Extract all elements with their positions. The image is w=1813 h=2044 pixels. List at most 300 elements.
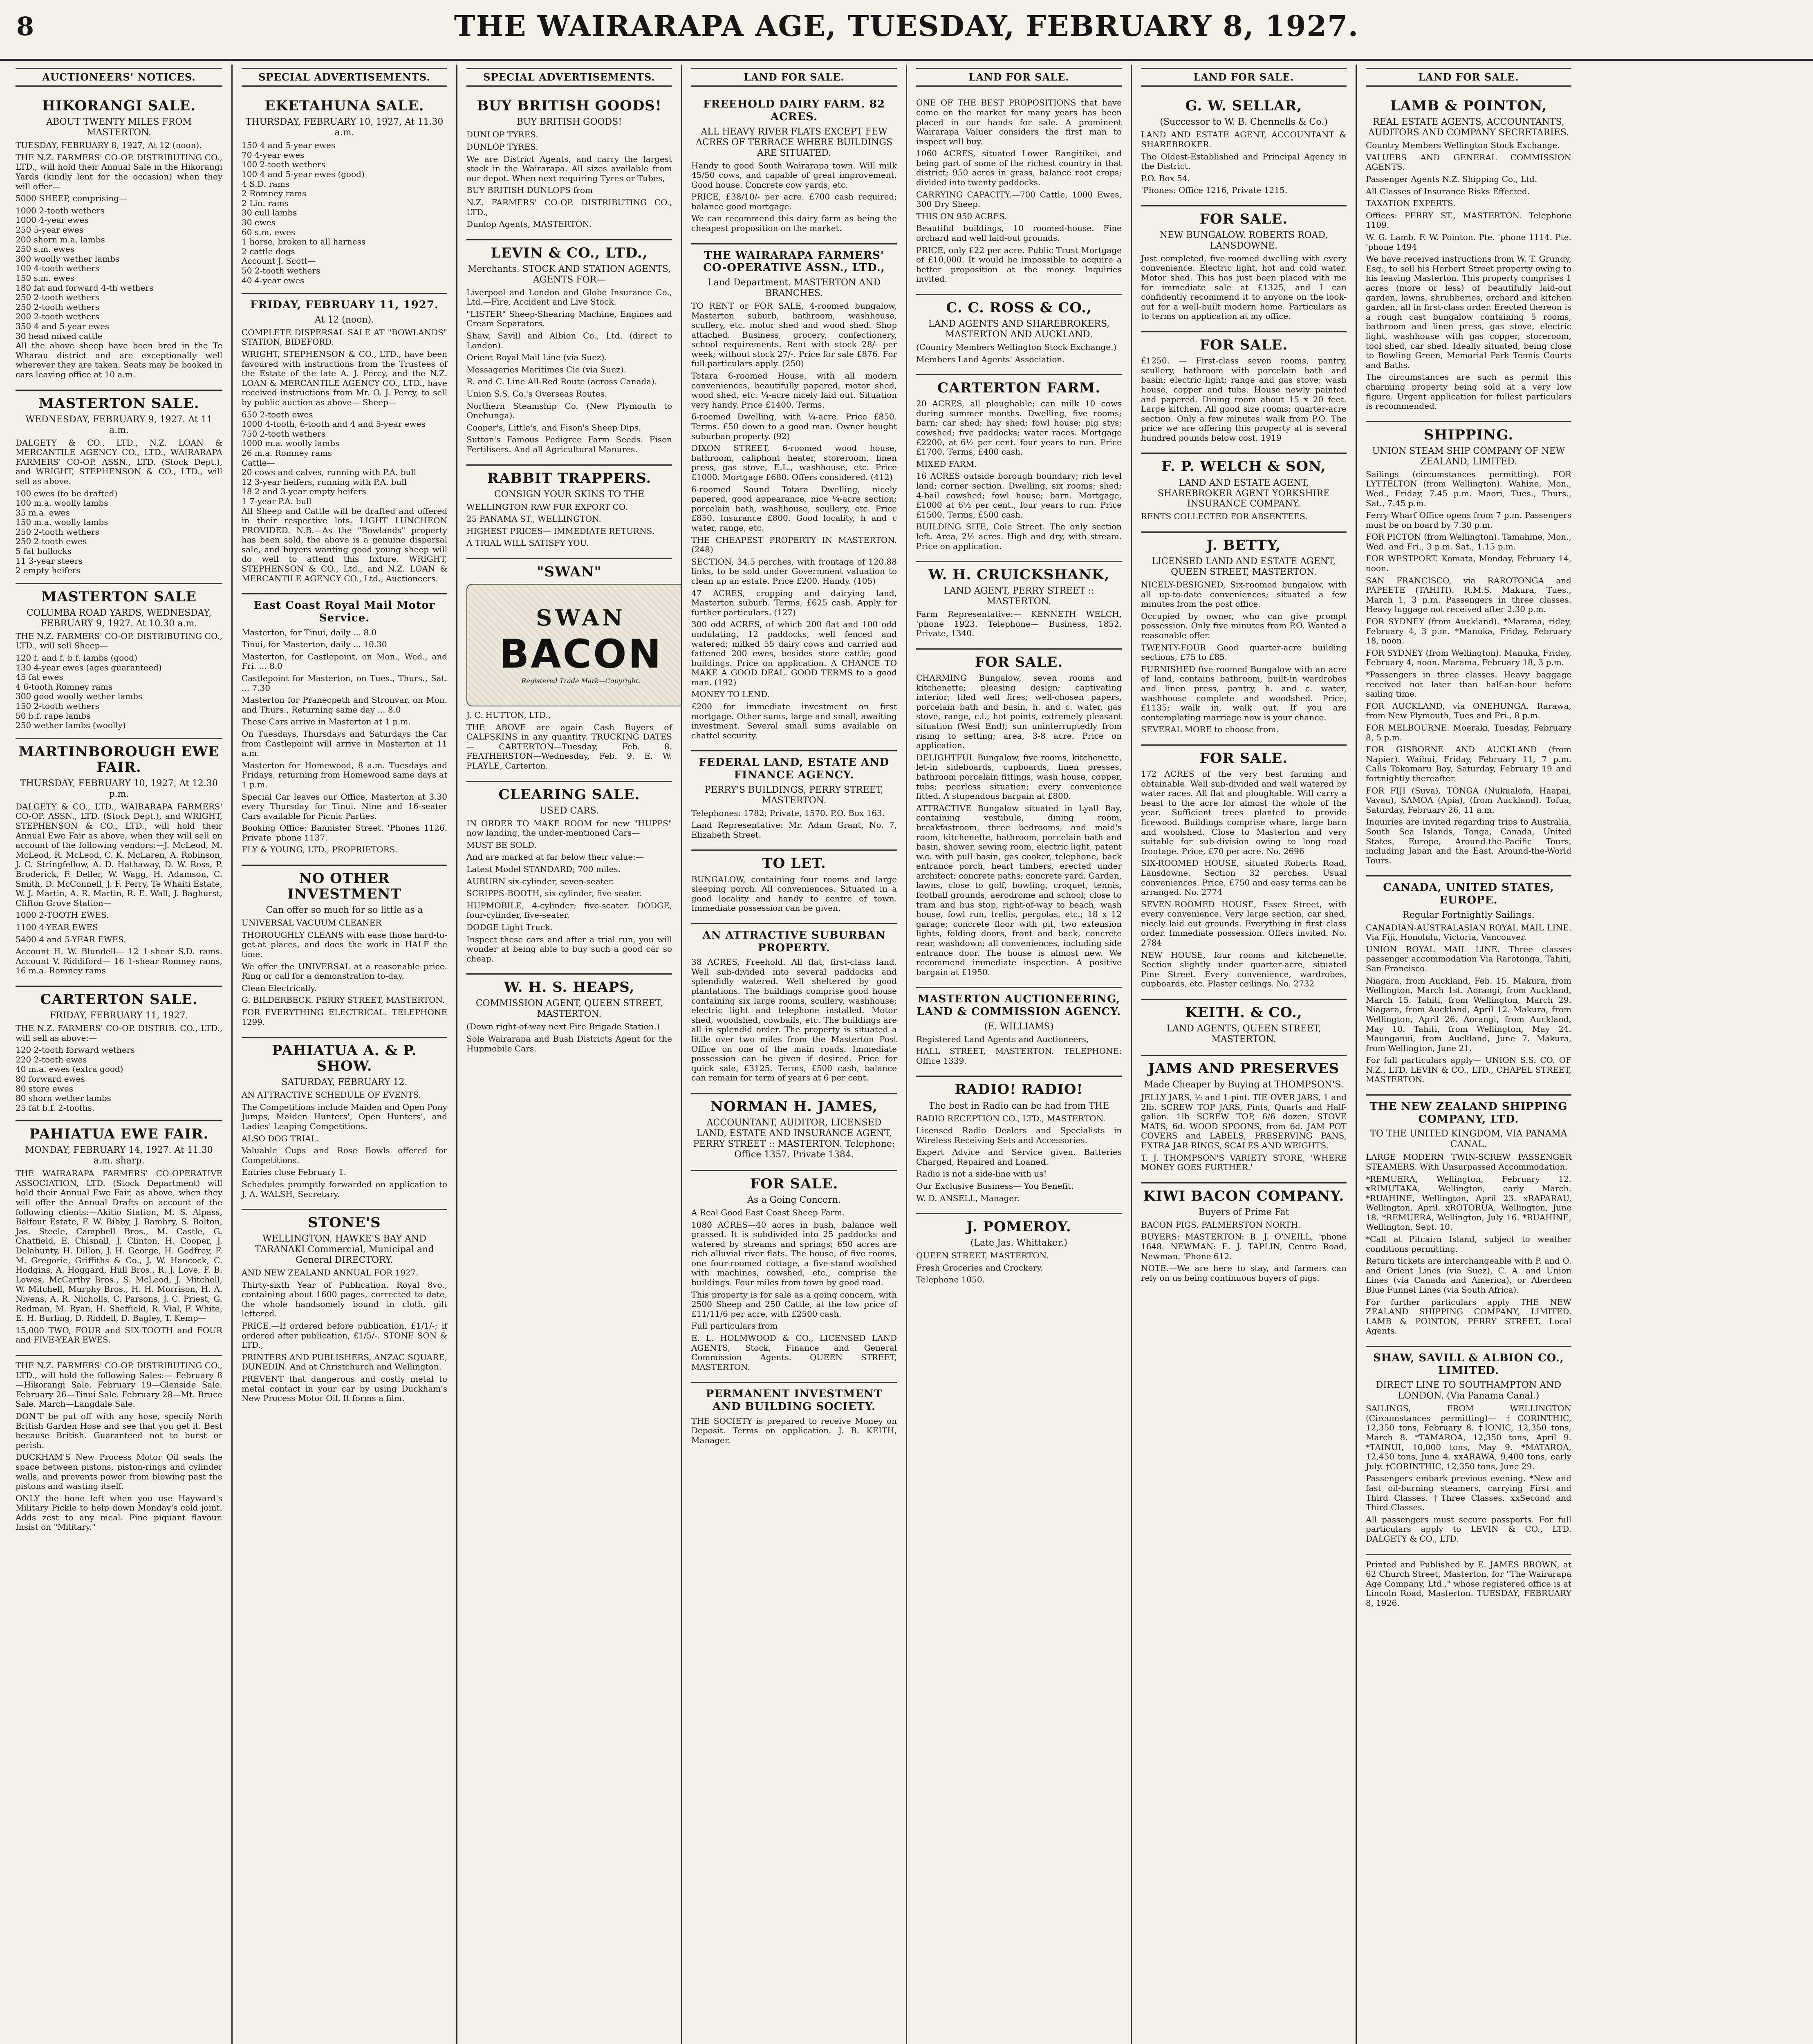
ad-subtitle: SATURDAY, FEBRUARY 12. bbox=[281, 1077, 408, 1088]
advertisement bbox=[916, 93, 1122, 295]
stock-list-item: 250 2-tooth wethers bbox=[16, 292, 99, 303]
ad-paragraph: We can recommend this dairy farm as being the cheapest proposition on the market. bbox=[691, 213, 897, 233]
column-4 bbox=[681, 65, 906, 2044]
ad-title: FOR SALE. bbox=[975, 654, 1063, 670]
ad-subtitle: ALL HEAVY RIVER FLATS EXCEPT FEW ACRES OF TERRACE WHERE BUILDINGS ARE SITUATED. bbox=[695, 126, 893, 158]
stock-list-item: 1 horse, broken to all harness bbox=[242, 237, 366, 247]
advertisement bbox=[1141, 93, 1347, 206]
ad-closing: All Sheep and Cattle will be drafted and offered in their respective lots. LIGHT LUNCHEON PROVIDED. N.B.—As the "Bowlands" property has been sold, the above is a genuine dispersal sale, and buyers wanting good young sheep will do well to attend this fixture. WRIGHT, STEPHENSON & CO., Ltd., and N.Z. LOAN & MERCANTILE AGENCY CO., Ltd., Auctioneers. bbox=[242, 506, 447, 583]
page-columns bbox=[7, 65, 1805, 2044]
ad-subtitle: TO THE UNITED KINGDOM, VIA PANAMA CANAL. bbox=[1370, 1129, 1567, 1150]
ad-subtitle: LAND AGENTS AND SHAREBROKERS, MASTERTON AND AUCKLAND. bbox=[928, 319, 1110, 340]
ad-subtitle: LICENSED LAND AND ESTATE AGENT, QUEEN STREET, MASTERTON. bbox=[1152, 556, 1336, 578]
ad-paragraph: Just completed, five-roomed dwelling with every convenience. Electric light, hot and cold water. Motor shed. This has just been placed with me for immediate sale at £1325, and I can confidently recommend it to anyone on the look-out for a well-built modern home. Particulars as to terms on application at my office. bbox=[1141, 253, 1347, 321]
ad-paragraph: Sutton's Famous Pedigree Farm Seeds. Fison Fertilisers. And all Agricultural Manures. bbox=[466, 435, 672, 454]
ad-paragraph: 'Phones: Office 1216, Private 1215. bbox=[1141, 185, 1288, 195]
ad-paragraph: Tinui, for Masterton, daily ... 10.30 bbox=[242, 639, 387, 650]
ad-paragraph: JELLY JARS, ½ and 1-pint. TIE-OVER JARS, 1 and 2lb. SCREW TOP JARS, Pints, Quarts and Half-gallon. 1lb SCREW TOP, 6/6 dozen. STOVE MATS, 6d. WOOD SPOONS, from 6d. JAM POT COVERS and LABELS, PRESERVING PANS, EXTRA JAR RINGS, SCALES AND WEIGHTS. bbox=[1141, 1092, 1347, 1151]
ad-title: HIKORANGI SALE. bbox=[42, 98, 196, 114]
ad-closing: All the above sheep have been bred in the Te Wharau district and are exceptionally well wherever they are taken. Seats may be booked in cars leaving office at 10 a.m. bbox=[16, 341, 222, 379]
ad-paragraph: THE N.Z. FARMERS' CO-OP. DISTRIBUTING CO., LTD., will hold their Annual Sale in the Hikorangi Yards (kindly lent for the occasion) when they will offer— bbox=[16, 152, 222, 191]
ad-paragraph: THE SOCIETY is prepared to receive Money on Deposit. Terms on application. J. B. KEITH, Manager. bbox=[691, 1416, 897, 1445]
ad-paragraph: W. G. Lamb. F. W. Pointon. Pte. 'phone 1114. Pte. 'phone 1494 bbox=[1366, 232, 1571, 252]
ad-paragraph: W. D. ANSELL, Manager. bbox=[916, 1193, 1020, 1203]
advertisement bbox=[466, 93, 672, 240]
stock-list bbox=[16, 1045, 222, 1113]
ad-paragraph: These Cars arrive in Masterton at 1 p.m. bbox=[242, 717, 411, 727]
ad-title: J. POMEROY. bbox=[966, 1219, 1071, 1235]
ad-paragraph: P.O. Box 54. bbox=[1141, 173, 1190, 183]
ad-subtitle: THURSDAY, FEBRUARY 10, 1927, At 11.30 a.m. bbox=[245, 117, 444, 138]
ad-title: SHAW, SAVILL & ALBION CO., LIMITED. bbox=[1373, 1352, 1564, 1377]
ad-paragraph: AUBURN six-cylinder, seven-seater. bbox=[466, 876, 614, 886]
advertisement bbox=[466, 240, 672, 466]
stock-list-item: 26 m.a. Romney rams bbox=[242, 448, 332, 458]
stock-list bbox=[242, 141, 447, 285]
ad-paragraph: £200 for immediate investment on first mortgage. Other sums, large and small, awaiting investment. Several small sums available on chattel security. bbox=[691, 702, 897, 740]
ad-paragraph: 15,000 TWO, FOUR and SIX-TOOTH and FOUR and FIVE-YEAR EWES. bbox=[16, 1325, 222, 1345]
stock-list-item: 200 2-tooth wethers bbox=[16, 312, 99, 322]
ad-paragraph: HUPMOBILE, 4-cylinder; five-seater. DODGE, four-cylinder, five-seater. bbox=[466, 900, 672, 920]
stock-list-item: 30 head mixed cattle bbox=[16, 331, 103, 341]
ad-paragraph: Radio is not a side-line with us! bbox=[916, 1169, 1047, 1179]
ad-paragraph: Passenger Agents N.Z. Shipping Co., Ltd. bbox=[1366, 174, 1537, 184]
ad-paragraph: AN ATTRACTIVE SCHEDULE OF EVENTS. bbox=[242, 1090, 421, 1100]
stock-list-item: 11 3-year steers bbox=[16, 556, 83, 566]
stock-list-item: 20 cows and calves, running with P.A. bull bbox=[242, 467, 417, 477]
ad-paragraph: Country Members Wellington Stock Exchange. bbox=[1366, 140, 1560, 150]
ad-paragraph: ALSO DOG TRIAL. bbox=[242, 1133, 319, 1143]
ad-paragraph: *Call at Pitcairn Island, subject to weather conditions permitting. bbox=[1366, 1234, 1571, 1254]
ad-paragraph: SAN FRANCISCO, via RAROTONGA and PAPEETE (TAHITI). R.M.S. Makura, Tues., March 1, 3 p.m. Passengers in three classes. Heavy luggage not received after 2.30 p.m. bbox=[1366, 575, 1571, 614]
ad-subtitle: (Late Jas. Whittaker.) bbox=[970, 1238, 1067, 1248]
stock-list-item: 1000 4-tooth, 6-tooth and 4 and 5-year ewes bbox=[242, 419, 426, 429]
stock-list-item: 750 2-tooth wethers bbox=[242, 428, 325, 439]
ad-paragraph: HIGHEST PRICES— IMMEDIATE RETURNS. bbox=[466, 526, 654, 536]
advertisement bbox=[1366, 1555, 1571, 1618]
ad-paragraph: Farm Representative:— KENNETH WELCH, 'phone 1923. Telephone— Business, 1852. Private, 1340. bbox=[916, 609, 1122, 639]
stock-list-item: 45 fat ewes bbox=[16, 672, 63, 682]
ad-paragraph: BUNGALOW, containing four rooms and large sleeping porch. All conveniences. Situated in a good locality and handy to centre of town. Immediate possession can be given. bbox=[691, 874, 897, 913]
trademark-note: Registered Trade Mark—Copyright. bbox=[521, 677, 641, 685]
stock-list bbox=[242, 410, 447, 507]
ad-paragraph: SCRIPPS-BOOTH, six-cylinder, five-seater. bbox=[466, 888, 642, 899]
stock-list-item: 2 empty heifers bbox=[16, 565, 81, 576]
page-number: 8 bbox=[16, 11, 34, 41]
ad-paragraph: ATTRACTIVE Bungalow situated in Lyall Bay, containing vestibule, dining room, breakfastroom, three bedrooms, and maid's room, kitchenette, bathroom, porcelain bath and basin, shower, sewing room, electric light, patent w.c. with pull basin, gas cooker, telephone, back entrance porch, heart timbers, erected under architect; concrete paths; concrete yard. Garden, lawns, close to golf, bowling, croquet, tennis, football grounds, aerodrome and school; close to tram and bus stop, right-of-way to beach, wash house, fowl run, trellis, pergolas, etc.; 18 x 12 garage; concrete floor with pit, two extension lights, folding doors, front and back, concrete rear, washdown; all conveniences, including side entrance door. The house is almost new. We recommend immediate inspection. A positive bargain at £1950. bbox=[916, 803, 1122, 977]
ad-paragraph: (Country Members Wellington Stock Exchange.) bbox=[916, 342, 1117, 352]
ad-title: MARTINBOROUGH EWE FAIR. bbox=[18, 743, 220, 775]
ad-paragraph: FOR SYDNEY (from Wellington). Manuka, Friday, February 4, noon. Marama, February 18, 3 p.m. bbox=[1366, 648, 1571, 668]
ad-title: CARTERTON SALE. bbox=[40, 991, 198, 1008]
advertisement bbox=[16, 391, 222, 584]
stock-list-item: 300 good woolly wether lambs bbox=[16, 691, 143, 702]
ad-paragraph: ONLY the bone left when you use Hayward's Military Pickle to help down Monday's cold joint. Adds zest to any meal. Fine piquant flavour. Insist on "Military." bbox=[16, 1493, 222, 1532]
ad-subtitle: Buyers of Prime Fat bbox=[1198, 1207, 1289, 1217]
stock-list-item: 80 store ewes bbox=[16, 1083, 73, 1094]
ad-title: RABBIT TRAPPERS. bbox=[487, 470, 652, 486]
advertisement bbox=[1141, 533, 1347, 746]
ad-title: THE NEW ZEALAND SHIPPING COMPANY, LTD. bbox=[1369, 1100, 1568, 1125]
ad-paragraph: The circumstances are such as permit this charming property being sold at a very low figure. Urgent application for fullest particulars is recommended. bbox=[1366, 372, 1571, 411]
stock-list-item: 50 2-tooth wethers bbox=[242, 266, 320, 276]
ad-paragraph: BUILDING SITE, Cole Street. The only section left. Area, 2½ acres. High and dry, with stream. Price on application. bbox=[916, 522, 1122, 551]
ad-paragraph: NICELY-DESIGNED, Six-roomed bungalow, with all up-to-date conveniences; situated a few minutes from the post office. bbox=[1141, 579, 1347, 609]
ad-paragraph: Masterton, for Tinui, daily ... 8.0 bbox=[242, 627, 377, 637]
ad-subtitle: BUY BRITISH GOODS! bbox=[516, 117, 622, 128]
ad-paragraph: All passengers must secure passports. For full particulars apply to LEVIN & CO., LTD. DALGETY & CO., LTD. bbox=[1366, 1514, 1571, 1544]
ad-paragraph: Castlepoint for Masterton, on Tues., Thurs., Sat. ... 7.30 bbox=[242, 673, 447, 693]
ad-title: AN ATTRACTIVE SUBURBAN PROPERTY. bbox=[702, 929, 886, 954]
ad-paragraph: Orient Royal Mail Line (via Suez). bbox=[466, 352, 607, 363]
stock-list-item: 70 4-year ewes bbox=[242, 150, 305, 160]
ad-title: East Coast Royal Mail Motor Service. bbox=[253, 599, 435, 624]
ad-paragraph: CANADIAN-AUSTRALASIAN ROYAL MAIL LINE. Via Fiji, Honolulu, Victoria, Vancouver. bbox=[1366, 922, 1571, 942]
ad-title: NORMAN H. JAMES, bbox=[710, 1098, 878, 1115]
stock-list-item: 2 cattle dogs bbox=[242, 246, 295, 256]
stock-list-item: 1 7-year P.A. bull bbox=[242, 496, 312, 506]
ad-title: MASTERTON SALE bbox=[41, 588, 197, 605]
ad-paragraph: 6-roomed Sound Totara Dwelling, nicely papered, good appearance, nice ¼-acre section; porcelain bath, washhouse, scullery, etc. Price £850. Insurance £800. Good locality, h and c water, range, etc. bbox=[691, 484, 897, 533]
advertisement bbox=[16, 987, 222, 1121]
ad-paragraph: Masterton for Pranecpeth and Stronvar, on Mon. and Thurs., Returning same day ... 8.0 bbox=[242, 695, 447, 715]
stock-list-item: 100 4-tooth wethers bbox=[16, 263, 99, 273]
ad-paragraph: PREVENT that dangerous and costly metal to metal contact in your car by using Duckham's New Process Motor Oil. It forms a film. bbox=[242, 1374, 447, 1403]
ad-paragraph: Valuable Cups and Rose Bowls offered for Competitions. bbox=[242, 1145, 447, 1165]
ad-subtitle: COMMISSION AGENT, QUEEN STREET, MASTERTON. bbox=[475, 998, 663, 1020]
ad-paragraph: A Real Good East Coast Sheep Farm. bbox=[691, 1207, 845, 1217]
advertisement bbox=[1141, 454, 1347, 533]
ad-subtitle: CONSIGN YOUR SKINS TO THE bbox=[494, 489, 645, 500]
ad-paragraph: FURNISHED five-roomed Bungalow with an acre of land, contains bathroom, built-in wardrobes and linen press, pantry, h. and c. water, washhouse complete and woodshed. Price, £1135; walk in, walk out. If you are contemplating marriage now is your chance. bbox=[1141, 664, 1347, 722]
ad-title: CLEARING SALE. bbox=[498, 786, 640, 803]
ad-paragraph: Schedules promptly forwarded on application to J. A. WALSH, Secretary. bbox=[242, 1179, 447, 1199]
advertisement bbox=[242, 866, 447, 1038]
ad-title: EKETAHUNA SALE. bbox=[264, 98, 424, 114]
ad-paragraph: QUEEN STREET, MASTERTON. bbox=[916, 1251, 1049, 1261]
stock-list-item: 650 2-tooth ewes bbox=[242, 409, 313, 419]
swan-bacon-logo bbox=[466, 584, 681, 706]
ad-title: FOR SALE. bbox=[1199, 211, 1288, 227]
ad-paragraph: ONE OF THE BEST PROPOSITIONS that have come on the market for many years has been placed in our hands for sale. A prominent Wairarapa Valuer considers the first man to inspect will buy. bbox=[916, 98, 1122, 146]
ad-title: J. BETTY, bbox=[1206, 537, 1281, 554]
stock-list-item: 120 f. and f. b.f. lambs (good) bbox=[16, 653, 137, 663]
ad-paragraph: VALUERS AND GENERAL COMMISSION AGENTS. bbox=[1366, 152, 1571, 172]
ad-paragraph: 6-roomed Dwelling, with ¼-acre. Price £850. Terms. £50 down to a good man. Owner bought suburban property. (92) bbox=[691, 412, 897, 441]
advertisement bbox=[1366, 1347, 1571, 1555]
ad-paragraph: Latest Model STANDARD; 700 miles. bbox=[466, 864, 621, 874]
ad-paragraph: THE N.Z. FARMERS' CO-OP. DISTRIB. CO., LTD., will sell as above:— bbox=[16, 1023, 222, 1043]
ad-paragraph: R. and C. Line All-Red Route (across Canada). bbox=[466, 377, 657, 387]
stock-list-item: 1000 m.a. woolly lambs bbox=[242, 438, 340, 448]
ad-paragraph: FOR PICTON (from Wellington). Tamahine, Mon., Wed. and Fri., 3 p.m. Sat., 1.15 p.m. bbox=[1366, 532, 1571, 551]
ad-paragraph: DALGETY & CO., LTD., WAIRARAPA FARMERS' CO-OP. ASSN., LTD. (Stock Dept.), and WRIGHT, STEPHENSON & CO., LTD., will hold their Annual Ewe Fair as above, when they will sell on account of the following vendors:—J. McLeod, M. McLeod, R. McLeod, C. K. McLaren, A. Robinson, J. C. Stringfellow, A. D. Hathaway, D. W. Ross, P. Broderick, F. Deller, W. Wagg, H. Adamson, C. Smith, D. McConnell, J. F. Perry, Te Whaiti Estate, W. J. Martin, A. R. Martin, R. E. Wall, J. Baghurst, Clifton Grove Station— bbox=[16, 801, 222, 908]
advertisement bbox=[916, 295, 1122, 375]
ad-paragraph: FOR FIJI (Suva), TONGA (Nukualofa, Haapai, Vavau), SAMOA (Apia), (from Auckland). Tofua, Saturday, February 26, 11 a.m. bbox=[1366, 785, 1571, 815]
stock-list-item: 300 woolly wether lambs bbox=[16, 253, 120, 264]
ad-title: MASTERTON SALE. bbox=[38, 395, 199, 412]
stock-list-item: 100 m.a. woolly lambs bbox=[16, 498, 108, 508]
ad-paragraph: LARGE MODERN TWIN-SCREW PASSENGER STEAMERS. With Unsurpassed Accommodation. bbox=[1366, 1152, 1571, 1172]
stock-list-item: 35 m.a. ewes bbox=[16, 507, 70, 518]
ad-paragraph: *Passengers in three classes. Heavy baggage received not later than half-an-hour before sailing time. bbox=[1366, 670, 1571, 699]
advertisement bbox=[1366, 422, 1571, 877]
ad-subtitle: Land Department. MASTERTON AND BRANCHES. bbox=[707, 278, 881, 298]
advertisement bbox=[16, 93, 222, 390]
advertisement bbox=[916, 375, 1122, 562]
advertisement bbox=[466, 559, 672, 782]
ad-paragraph: Printed and Published by E. JAMES BROWN, at 62 Church Street, Masterton, for "The Wairarapa Age Company, Ltd.," whose registered office is at Lincoln Road, Masterton. TUESDAY, FEBRUARY 8, 1926. bbox=[1366, 1559, 1571, 1608]
ad-subtitle: REAL ESTATE AGENTS, ACCOUNTANTS, AUDITORS AND COMPANY SECRETARIES. bbox=[1368, 117, 1569, 138]
ad-paragraph: Licensed Radio Dealers and Specialists in Wireless Receiving Sets and Accessories. bbox=[916, 1125, 1122, 1145]
ad-title: FRIDAY, FEBRUARY 11, 1927. bbox=[250, 299, 439, 312]
ad-paragraph: 300 odd ACRES, of which 200 flat and 100 odd undulating, 12 paddocks, well fenced and watered; milked 55 dairy cows and carried and fattened 200 ewes, besides store cattle; good buildings. Price on application. A CHANCE TO MAKE A GOOD DEAL. GOOD TERMS to a good man. (192) bbox=[691, 619, 897, 687]
ad-subtitle: The best in Radio can be had from THE bbox=[928, 1100, 1109, 1111]
ad-subtitle: (Successor to W. B. Chennells & Co.) bbox=[1160, 117, 1328, 128]
stock-list-item: 100 ewes (to be drafted) bbox=[16, 488, 118, 498]
ad-paragraph: Land Representative: Mr. Adam Grant, No. 7, Elizabeth Street. bbox=[691, 820, 897, 840]
ad-closing: FLY & YOUNG, LTD., PROPRIETORS. bbox=[242, 845, 397, 855]
advertisement bbox=[916, 1077, 1122, 1214]
ad-paragraph: FOR SYDNEY (from Auckland). *Marama, riday, February 4, 3 p.m. *Manuka, Friday, February 18, noon. bbox=[1366, 616, 1571, 646]
ad-paragraph: NOTE.—We are here to stay, and farmers can rely on us being continuous buyers of pigs. bbox=[1141, 1263, 1347, 1283]
ad-paragraph: 1080 ACRES—40 acres in bush, balance well grassed. It is subdivided into 25 paddocks and watered by streams and springs; 650 acres are rich alluvial river flats. The house, of five rooms, one four-roomed cottage, a five-stand woolshed with machines, cowshed, etc., comprise the buildings. Four miles from town by good road. bbox=[691, 1219, 897, 1288]
advertisement bbox=[242, 594, 447, 866]
ad-subtitle: USED CARS. bbox=[540, 805, 599, 816]
ad-paragraph: G. BILDERBECK. PERRY STREET, MASTERTON. bbox=[242, 995, 445, 1005]
ad-paragraph: Occupied by owner, who can give prompt possession. Only five minutes from P.O. Wanted a reasonable offer. bbox=[1141, 611, 1347, 640]
ad-title: CARTERTON FARM. bbox=[937, 380, 1101, 397]
advertisement bbox=[242, 1038, 447, 1210]
ad-paragraph: IN ORDER TO MAKE ROOM for new "HUPPS" now landing, the under-mentioned Cars— bbox=[466, 818, 672, 838]
stock-list-item: 40 m.a. ewes (extra good) bbox=[16, 1064, 123, 1074]
ad-paragraph: THOROUGHLY CLEANS with ease those hard-to-get-at places, and does the work in HALF the time. bbox=[242, 930, 447, 959]
ad-subtitle: MONDAY, FEBRUARY 14, 1927. At 11.30 a.m. sharp. bbox=[25, 1145, 213, 1166]
ad-paragraph: On Tuesdays, Thursdays and Saturdays the Car from Castlepoint will arrive in Masterton at 11 a.m. bbox=[242, 728, 447, 758]
ad-paragraph: DODGE Light Truck. bbox=[466, 922, 553, 932]
stock-list-item: 250 2-tooth ewes bbox=[16, 536, 87, 547]
advertisement bbox=[916, 650, 1122, 988]
ad-paragraph: And are marked at far below their value:— bbox=[466, 852, 644, 862]
ad-paragraph: 5400 4 and 5-YEAR EWES. bbox=[16, 934, 126, 944]
ad-paragraph: BUYERS: MASTERTON: B. J. O'NEILL, 'phone 1648. NEWMAN: E. J. TAPLIN, Centre Road, Newman. 'Phone 612. bbox=[1141, 1232, 1347, 1261]
advertisement bbox=[1141, 1000, 1347, 1056]
advertisement bbox=[691, 1171, 897, 1383]
stock-list-item: 2 Lin. rams bbox=[242, 198, 289, 208]
ad-paragraph: Beautiful buildings, 10 roomed-house. Fine orchard and well laid-out grounds. bbox=[916, 223, 1122, 243]
ad-paragraph: J. C. HUTTON, LTD., bbox=[466, 710, 551, 720]
ad-paragraph: Sole Wairarapa and Bush Districts Agent for the Hupmobile Cars. bbox=[466, 1033, 672, 1053]
stock-list-item: 80 forward ewes bbox=[16, 1074, 85, 1084]
column-3 bbox=[456, 65, 681, 2044]
ad-subtitle: WEDNESDAY, FEBRUARY 9, 1927. At 11 a.m. bbox=[25, 414, 213, 435]
ad-paragraph: (Down right-of-way next Fire Brigade Station.) bbox=[466, 1022, 660, 1032]
ad-paragraph: MIXED FARM. bbox=[916, 459, 977, 469]
ad-title: C. C. ROSS & CO., bbox=[946, 300, 1092, 316]
ad-paragraph: THE CHEAPEST PROPERTY IN MASTERTON. (248) bbox=[691, 535, 897, 555]
ad-paragraph: SIX-ROOMED HOUSE, situated Roberts Road, Lansdowne. Section 32 perches. Usual conveniences. Price, £750 and easy terms can be arranged. No. 2774 bbox=[1141, 858, 1347, 897]
ad-subtitle: WELLINGTON, HAWKE'S BAY AND TARANAKI Commercial, Municipal and General DIRECTORY. bbox=[255, 1234, 434, 1266]
ad-paragraph: Thirty-sixth Year of Publication. Royal 8vo., containing about 1600 pages, corrected to date, the whole handsomely bound in cloth, gilt lettered. bbox=[242, 1280, 447, 1319]
ad-subtitle: Regular Fortnightly Sailings. bbox=[1403, 910, 1535, 920]
ad-subtitle: LAND AND ESTATE AGENT, SHAREBROKER AGENT YORKSHIRE INSURANCE COMPANY. bbox=[1157, 477, 1330, 509]
ad-title: FOR SALE. bbox=[750, 1175, 838, 1192]
column-header: LAND FOR SALE. bbox=[1366, 68, 1571, 87]
ad-paragraph: THE ABOVE are again Cash Buyers of CALFSKINS in any quantity. TRUCKING DATES— CARTERTON—Tuesday, Feb. 8. FEATHERSTON—Wednesday, Feb. 9. E. W. PLAYLE, Carterton. bbox=[466, 722, 672, 771]
stock-list-item: 30 ewes bbox=[242, 217, 276, 228]
ad-paragraph: PRICE, £38/10/- per acre. £700 cash required; balance good mortgage. bbox=[691, 192, 897, 211]
ad-subtitle: At 12 (noon). bbox=[314, 314, 374, 325]
ad-paragraph: We offer the UNIVERSAL at a reasonable price. Ring or call for a demonstration to-day. bbox=[242, 961, 447, 981]
stock-list-item: 30 cull lambs bbox=[242, 208, 297, 218]
advertisement bbox=[466, 782, 672, 975]
ad-paragraph: The Competitions include Maiden and Open Pony Jumps, Maiden Hunters', Open Hunters', and Ladies' Leaping Competitions. bbox=[242, 1102, 447, 1132]
advertisement bbox=[16, 1356, 222, 1542]
newspaper-title: THE WAIRARAPA AGE, TUESDAY, FEBRUARY 8, 1927. bbox=[454, 9, 1359, 43]
ad-paragraph: AND NEW ZEALAND ANNUAL FOR 1927. bbox=[242, 1268, 419, 1278]
ad-paragraph: For further particulars apply THE NEW ZEALAND SHIPPING COMPANY, LIMITED. LAMB & POINTON, PERRY STREET. Local Agents. bbox=[1366, 1297, 1571, 1336]
ad-paragraph: Sailings (circumstances permitting). FOR LYTTELTON (from Wellington). Wahine, Mon., Wed., Friday, 7.45 p.m. Maori, Tues., Thurs., Sat., 7.45 p.m. bbox=[1366, 469, 1571, 508]
ad-subtitle: LAND AGENT, PERRY STREET :: MASTERTON. bbox=[943, 586, 1094, 607]
stock-list-item: 4 S.D. rams bbox=[242, 179, 290, 189]
ad-paragraph: PRICE.—If ordered before publication, £1/1/-; if ordered after publication, £1/5/-. STONE SON & LTD., bbox=[242, 1321, 447, 1350]
ad-paragraph: THE N.Z. FARMERS' CO-OP. DISTRIBUTING CO., LTD., will sell Sheep— bbox=[16, 631, 222, 651]
ad-paragraph: The Oldest-Established and Principal Agency in the District. bbox=[1141, 151, 1347, 171]
ad-paragraph: SEVERAL MORE to choose from. bbox=[1141, 724, 1279, 735]
ad-paragraph: Ferry Wharf Office opens from 7 p.m. Passengers must be on board by 7.30 p.m. bbox=[1366, 510, 1571, 530]
advertisement bbox=[691, 93, 897, 244]
stock-list-item: 80 shorn wether lambs bbox=[16, 1093, 111, 1103]
ad-paragraph: TO RENT or FOR SALE, 4-roomed bungalow, Masterton suburb, bathroom, washhouse, scullery, etc. motor shed and wood shed. Shop attached. Business, grocery, confectionery, school requirements. Rent with stock 28/- per week; without stock 27/-. Price for sale £876. For full particulars apply. (250) bbox=[691, 300, 897, 369]
ad-paragraph: SAILINGS, FROM WELLINGTON (Circumstances permitting)— †CORINTHIC, 12,350 tons, February 8. †IONIC, 12,350 tons, March 8. *TAMAROA, 12,350 tons, April 9. *TAINUI, 10,000 tons, May 9. *MATAROA, 12,450 tons, June 4. xxARAWA, 9,400 tons, early July. †CORINTHIC, 12,350 tons, June 29. bbox=[1366, 1403, 1571, 1471]
stock-list-item: 12 3-year heifers, running with P.A. bull bbox=[242, 477, 407, 487]
ad-paragraph: MUST BE SOLD. bbox=[466, 840, 537, 850]
stock-list bbox=[16, 489, 222, 576]
ad-title: LEVIN & CO., LTD., bbox=[491, 244, 648, 261]
stock-list-item: 5 fat bullocks bbox=[16, 546, 72, 556]
ad-subtitle: DIRECT LINE TO SOUTHAMPTON AND LONDON. (Via Panama Canal.) bbox=[1376, 1380, 1562, 1401]
ad-paragraph: TAXATION EXPERTS. bbox=[1366, 198, 1456, 208]
ad-paragraph: "LISTER" Sheep-Shearing Machine, Engines and Cream Separators. bbox=[466, 309, 672, 329]
advertisement bbox=[1141, 332, 1347, 454]
column-7 bbox=[1356, 65, 1580, 2044]
stock-list-item: 250 s.m. ewes bbox=[16, 244, 74, 254]
stock-list-item: 130 4-year ewes (ages guaranteed) bbox=[16, 662, 162, 672]
ad-paragraph: Clean Electrically. bbox=[242, 983, 317, 993]
ad-paragraph: DON'T be put off with any hose, specify North British Garden Hose and see that you get it. Best because British. Guaranteed not to burst or perish. bbox=[16, 1411, 222, 1450]
stock-list-item: 250 2-tooth wethers bbox=[16, 527, 99, 537]
ad-paragraph: Registered Land Agents and Auctioneers, bbox=[916, 1034, 1089, 1044]
ad-subtitle: ABOUT TWENTY MILES FROM MASTERTON. bbox=[46, 117, 192, 138]
ad-paragraph: N.Z. FARMERS' CO-OP. DISTRIBUTING CO., LTD., bbox=[466, 197, 672, 217]
ad-paragraph: Special Car leaves our Office, Masterton at 3.30 every Thursday for Tinui. Nine and 16-seater Cars available for Picnic Parties. bbox=[242, 791, 447, 821]
ad-paragraph: Masterton, for Castlepoint, on Mon., Wed., and Fri. ... 8.0 bbox=[242, 651, 447, 671]
ad-paragraph: Telephones: 1782; Private, 1570. P.O. Box 163. bbox=[691, 808, 885, 818]
ad-paragraph: SECTION, 34.5 perches, with frontage of 120.88 links, to be sold under Government valuation to clean up an estate. Price £200. Handy. (105) bbox=[691, 556, 897, 586]
ad-subtitle: Made Cheaper by Buying at THOMPSON'S. bbox=[1144, 1080, 1344, 1090]
ad-paragraph: For full particulars apply— UNION S.S. CO. OF N.Z., LTD. LEVIN & CO., LTD., CHAPEL STREET, MASTERTON. bbox=[1366, 1055, 1571, 1085]
ad-subtitle: Can offer so much for so little as a bbox=[266, 905, 423, 916]
advertisement bbox=[691, 1094, 897, 1171]
advertisement bbox=[16, 1121, 222, 1356]
column-header: AUCTIONEERS' NOTICES. bbox=[16, 68, 222, 87]
column-header: LAND FOR SALE. bbox=[916, 68, 1122, 87]
advertisement bbox=[691, 1383, 897, 1455]
ad-paragraph: BACON PIGS. PALMERSTON NORTH. bbox=[1141, 1219, 1301, 1230]
ad-title: CANADA, UNITED STATES, EUROPE. bbox=[1383, 881, 1554, 906]
ad-paragraph: Booking Office: Bannister Street. 'Phones 1126. Private 'phone 1137. bbox=[242, 823, 447, 843]
column-header: LAND FOR SALE. bbox=[691, 68, 897, 87]
stock-list-item: 40 4-year ewes bbox=[242, 275, 305, 285]
ad-title: NO OTHER INVESTMENT bbox=[287, 870, 402, 903]
advertisement bbox=[916, 988, 1122, 1077]
ad-paragraph: WRIGHT, STEPHENSON & CO., LTD., have been favoured with instructions from the Trustees of the Estate of the late A. J. Percy, and the N.Z. LOAN & MERCANTILE AGENCY CO., LTD., have received instructions from Mr. O. J. Percy, to sell by public auction as above— Sheep— bbox=[242, 349, 447, 407]
ad-paragraph: 25 PANAMA ST., WELLINGTON. bbox=[466, 514, 601, 524]
ad-paragraph: £1250. — First-class seven rooms, pantry, scullery, bathroom with porcelain bath and basin; electric light; range and gas stove; wash house, copper and tubs. House newly painted and papered. Dining room about 15 x 20 feet. Large kitchen. All good size rooms; quarter-acre section. Only a few minutes' walk from P.O. The price we are offering this property at is several hundred pounds below cost. 1919 bbox=[1141, 356, 1347, 443]
stock-list-item: 1000 4-year ewes bbox=[16, 215, 89, 225]
stock-list-item: Account J. Scott— bbox=[242, 256, 316, 266]
ad-paragraph: TUESDAY, FEBRUARY 8, 1927, At 12 (noon). bbox=[16, 140, 202, 150]
ad-paragraph: 172 ACRES of the very best farming and obtainable. Well sub-divided and well watered by water races. All flat and ploughable. Will carry a beast to the acre for almost the whole of the year. Sufficient trees planted to provide firewood. Buildings comprise whare, large barn and woolshed. Close to Masterton and very suitable for sub-division owing to long road frontage. Price, £70 per acre. No. 2696 bbox=[1141, 769, 1347, 856]
column-header: SPECIAL ADVERTISEMENTS. bbox=[242, 68, 447, 87]
ad-subtitle: FRIDAY, FEBRUARY 11, 1927. bbox=[49, 1011, 188, 1021]
advertisement bbox=[691, 244, 897, 752]
ad-paragraph: THE WAIRARAPA FARMERS' CO-OPERATIVE ASSOCIATION, LTD. (Stock Department) will hold their Annual Ewe Fair, as above, when they will offer the Annual Drafts on account of the following clients:—Akitio Station, M. S. Alpass, Balfour Estate, F. W. Bibby, J. Bambry, S. Bolton, Jas. Steele, Campbell Bros., M. Castle, G. Chatfield, E. Chisnall, J. Clinton, H. Cooper, J. Delahunty, H. Dillon, J. H. George, H. Godfrey, F. M. Gregorie, Griffiths & Co., J. W. Hancock, C. Hodgins, A. Hoggard, Hull Bros., R. J. Love, F. B. Lowes, McCarthy Bros., S. McLeod, J. Mitchell, W. Mitchell, Murphy Bros., H. H. Morrison, H. A. Nivens, A. R. Nicholls, C. Parsons, J. C. Priest, G. Redman, M. Ryan, H. Sheffield, R. Vial, F. White, E. H. Burling, D. Riddell, D. Bagley, T. Kemp— bbox=[16, 1168, 222, 1323]
ad-paragraph: 1060 ACRES, situated Lower Rangitikei, and being part of some of the richest country in that district; 950 acres in grass, balance root crops; divided into twenty paddocks. bbox=[916, 148, 1122, 188]
ad-paragraph: *REMUERA, Wellington, February 12. xRIMUTAKA, Wellington, early March. *RUAHINE, Wellington, April 23. xRAPARAU, Wellington, April. xROTORUA, Wellington, June 18. *REMUERA, Wellington, July 16. *RUAHINE, Wellington, Sept. 10. bbox=[1366, 1174, 1571, 1232]
ad-paragraph: Totara 6-roomed House, with all modern conveniences, beautifully papered, motor shed, wood shed, etc. ¼-acre nicely laid out. Situation very handy. Price £1400. Terms. bbox=[691, 371, 897, 410]
ad-title: LAMB & POINTON, bbox=[1390, 98, 1547, 114]
logo-swan-text: SWAN bbox=[536, 605, 626, 631]
stock-list-item: Cattle— bbox=[242, 457, 275, 468]
advertisement bbox=[691, 851, 897, 924]
ad-paragraph: Inquiries are invited regarding trips to Australia, South Sea Islands, Tonga, Canada, United States, Europe, Around-the-Pacific Tours, including Japan and the East, Around-the-World Tours. bbox=[1366, 817, 1571, 865]
ad-paragraph: DUCKHAM'S New Process Motor Oil seals the space between pistons, piston-rings and cylinder walls, and prevents power from blowing past the pistons and wasting itself. bbox=[16, 1452, 222, 1491]
ad-paragraph: SEVEN-ROOMED HOUSE, Essex Street, with every convenience. Very large section, car shed, nicely laid out grounds. Everything in first class order. Immediate possession. Offers invited. No. 2784 bbox=[1141, 899, 1347, 948]
ad-subtitle: As a Going Concern. bbox=[747, 1195, 841, 1205]
ad-subtitle: PERRY'S BUILDINGS, PERRY STREET, MASTERTON. bbox=[704, 784, 884, 806]
stock-list-item: 150 s.m. ewes bbox=[16, 273, 74, 283]
advertisement bbox=[1366, 876, 1571, 1096]
ad-paragraph: Telephone 1050. bbox=[916, 1275, 985, 1285]
ad-paragraph: Cooper's, Little's, and Fison's Sheep Dips. bbox=[466, 422, 641, 433]
ad-title: THE WAIRARAPA FARMERS' CO-OPERATIVE ASSN., LTD., bbox=[703, 249, 885, 274]
ad-paragraph: All Classes of Insurance Risks Effected. bbox=[1366, 186, 1530, 196]
ad-paragraph: 1100 4-YEAR EWES bbox=[16, 922, 98, 932]
ad-paragraph: Handy to good South Wairarapa town. Will milk 45/50 cows, and capable of great improvement. Good house. Concrete cow yards, etc. bbox=[691, 160, 897, 190]
ad-paragraph: PRINTERS AND PUBLISHERS, ANZAC SQUARE, DUNEDIN. And at Christchurch and Wellington. bbox=[242, 1352, 447, 1372]
ad-paragraph: WELLINGTON RAW FUR EXPORT CO. bbox=[466, 502, 628, 512]
ad-paragraph: Full particulars from bbox=[691, 1321, 778, 1331]
ad-title: MASTERTON AUCTIONEERING, LAND & COMMISSION AGENCY. bbox=[917, 993, 1121, 1018]
column-header: LAND FOR SALE. bbox=[1141, 68, 1347, 87]
ad-subtitle: THURSDAY, FEBRUARY 10, 1927, At 12.30 p.m. bbox=[20, 778, 218, 799]
ad-subtitle: UNION STEAM SHIP COMPANY OF NEW ZEALAND, LIMITED. bbox=[1372, 446, 1565, 467]
stock-list-item: 18 2 and 3-year empty heifers bbox=[242, 486, 366, 497]
ad-paragraph: E. L. HOLMWOOD & CO., LICENSED LAND AGENTS, Stock, Finance and General Commission Agents. QUEEN STREET, MASTERTON. bbox=[691, 1333, 897, 1372]
ad-paragraph: RADIO RECEPTION CO., LTD., MASTERTON. bbox=[916, 1113, 1106, 1123]
ad-paragraph: HALL STREET, MASTERTON. TELEPHONE: Office 1339. bbox=[916, 1046, 1122, 1066]
ad-paragraph: COMPLETE DISPERSAL SALE AT "BOWLANDS" STATION, BIDEFORD. bbox=[242, 327, 447, 347]
ad-paragraph: DALGETY & CO., LTD., N.Z. LOAN & MERCANTILE AGENCY CO., LTD., WAIRARAPA FARMERS' CO-OP. ASSN., LTD. (Stock Dept.), and WRIGHT, STEPHENSON & CO., LTD., will sell as above. bbox=[16, 437, 222, 486]
ad-paragraph: DUNLOP TYRES. bbox=[466, 141, 538, 152]
ad-paragraph: Offices: PERRY ST., MASTERTON. Telephone 1109. bbox=[1366, 210, 1571, 230]
stock-list-item: 150 2-tooth wethers bbox=[16, 701, 99, 711]
stock-list-item: 150 4 and 5-year ewes bbox=[242, 140, 336, 150]
ad-paragraph: 5000 SHEEP, comprising— bbox=[16, 193, 128, 204]
advertisement bbox=[16, 739, 222, 987]
ad-paragraph: Northern Steamship Co. (New Plymouth to Onehunga). bbox=[466, 401, 672, 421]
